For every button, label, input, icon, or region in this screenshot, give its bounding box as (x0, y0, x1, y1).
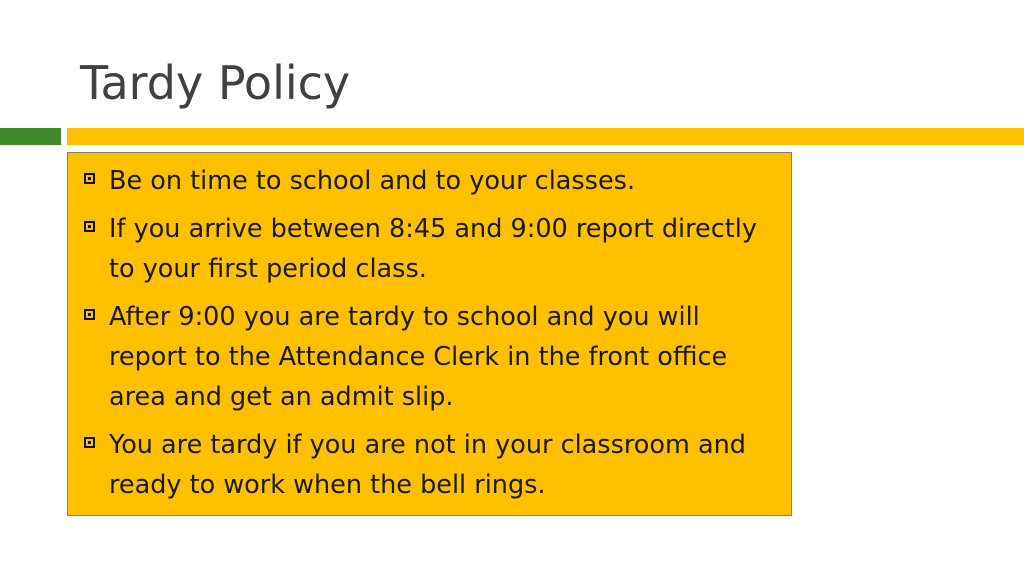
bullet-list (82, 161, 783, 505)
bullet-item (82, 209, 783, 289)
bullet-text: If you arrive between 8:45 and 9:00 report directly to your first period class. (109, 214, 757, 284)
bullet-item (82, 425, 783, 505)
accent-bar-yellow (67, 128, 1024, 145)
accent-bar-green (0, 128, 61, 145)
square-bullet-icon (84, 173, 95, 184)
square-bullet-icon (84, 437, 95, 448)
bullet-text: You are tardy if you are not in your classroom and ready to work when the bell rings. (109, 430, 746, 500)
bullet-text: Be on time to school and to your classes. (109, 166, 636, 196)
content-box (67, 152, 792, 516)
slide-title: Tardy Policy (80, 56, 351, 110)
square-bullet-icon (84, 309, 95, 320)
bullet-item (82, 297, 783, 417)
square-bullet-icon (84, 221, 95, 232)
bullet-text: After 9:00 you are tardy to school and you will report to the Attendance Clerk in the front office area and get an admit slip. (109, 302, 728, 412)
bullet-item (82, 161, 783, 201)
